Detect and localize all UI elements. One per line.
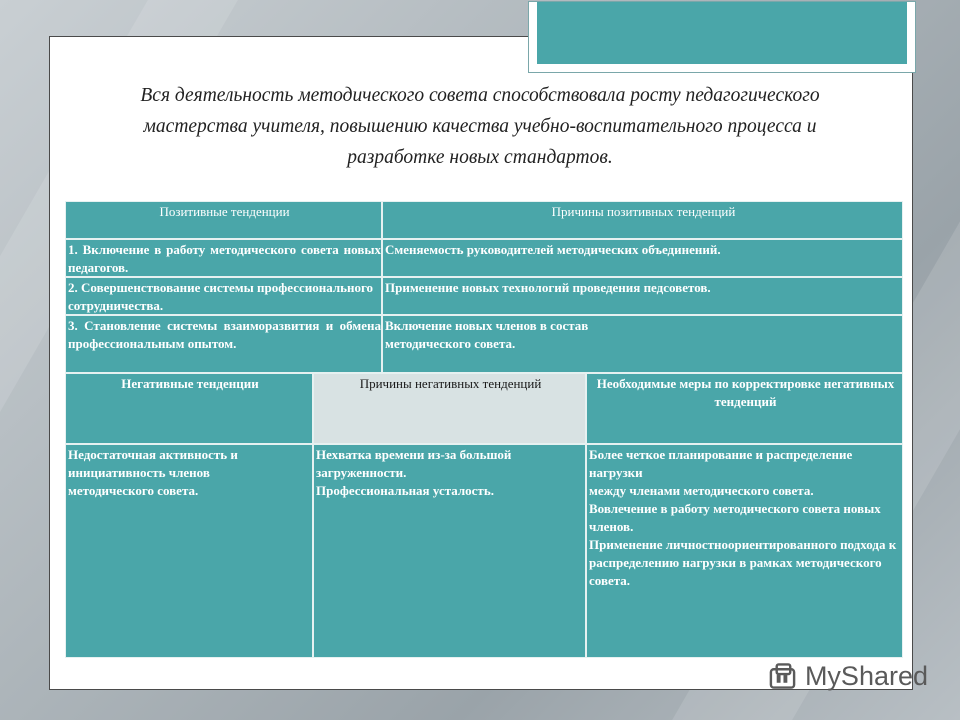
watermark-text: MyShared [804, 660, 928, 691]
corrective-measures: Более четкое планирование и распределение нагрузки между членами методического совета. Вовлечение в работу методического совета новых членов. Применение личностноориентированного подхода к распределению нагрузки в рамках методического совета. [586, 444, 903, 658]
positive-reasons-header: Причины позитивных тенденций [382, 201, 903, 239]
myshared-logo-icon [768, 660, 799, 692]
positive-trend-2: 2. Совершенствование системы профессионального сотрудничества. [65, 277, 382, 315]
positive-reason-2: Применение новых технологий проведения педсоветов. [382, 277, 903, 315]
negative-reason: Нехватка времени из-за большой загруженности. Профессиональная усталость. [313, 444, 586, 658]
negative-trends-header: Негативные тенденции [65, 373, 313, 444]
negative-trend: Недостаточная активность и инициативность членов методического совета. [65, 444, 313, 658]
header-decoration-box [528, 1, 916, 73]
myshared-watermark [768, 656, 928, 696]
positive-reason-1: Сменяемость руководителей методических объединений. [382, 239, 903, 277]
positive-trends-header: Позитивные тенденции [65, 201, 382, 239]
positive-trend-1: 1. Включение в работу методического совета новых педагогов. [65, 239, 382, 277]
slide-title: Вся деятельность методического совета способствовала росту педагогического мастерства учителя, повышению качества учебно-воспитательного процесса и разработке новых стандартов. [140, 85, 820, 168]
positive-trend-3: 3. Становление системы взаиморазвития и обмена профессиональным опытом. [65, 315, 382, 373]
measures-header: Необходимые меры по корректировке негативных тенденций [586, 373, 903, 444]
negative-reasons-header: Причины негативных тенденций [313, 373, 586, 444]
positive-reason-3: Включение новых членов в состав методического совета. [382, 315, 903, 373]
header-decoration-fill [537, 2, 907, 64]
